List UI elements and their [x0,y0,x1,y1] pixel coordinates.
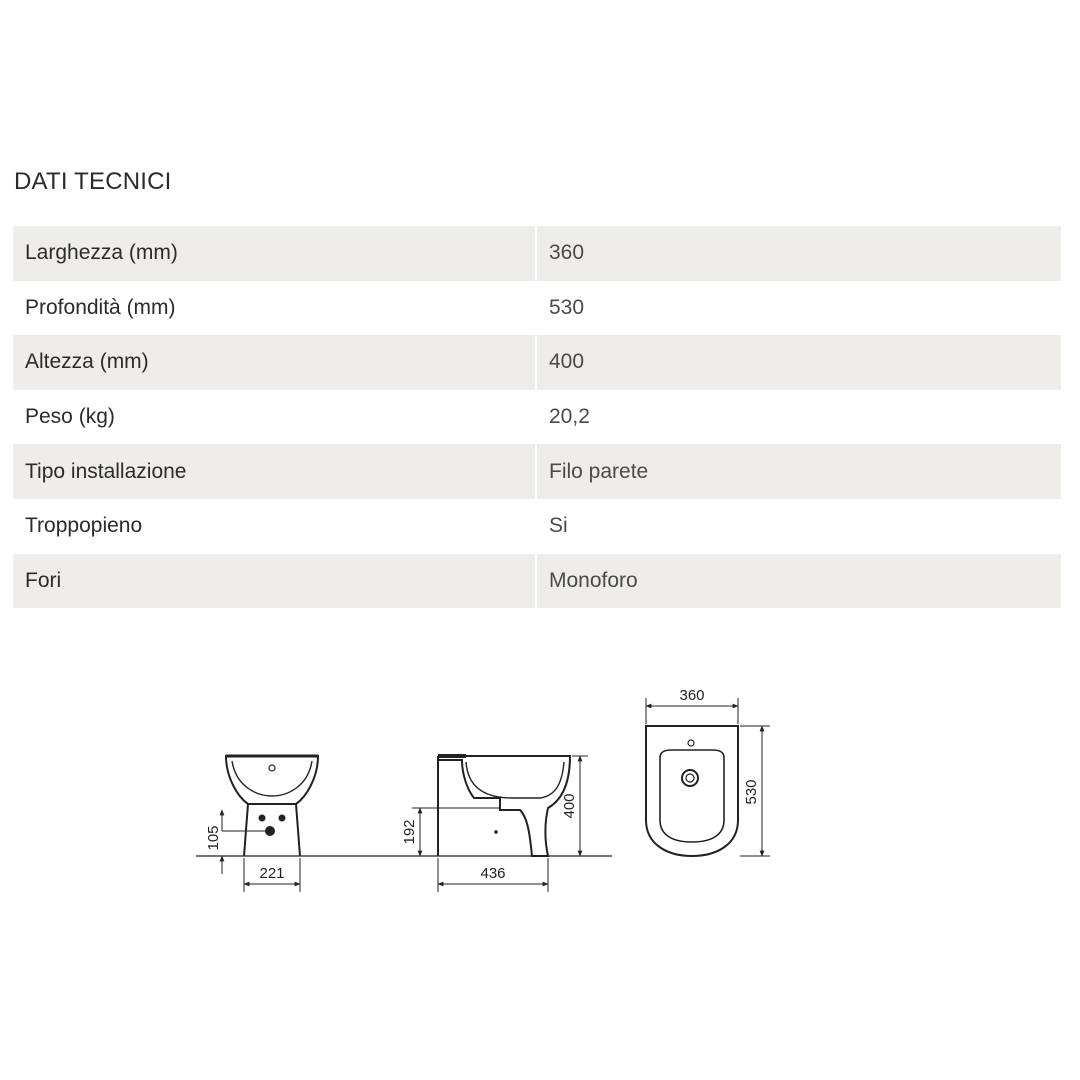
spec-value: 400 [536,335,1061,390]
front-height-label: 105 [205,825,222,851]
table-row [13,444,1061,499]
spec-label: Fori [13,554,536,609]
spec-label: Profondità (mm) [13,281,536,336]
spec-value: Filo parete [536,444,1061,499]
side-height-label: 192 [401,819,418,845]
spec-label: Larghezza (mm) [13,226,536,281]
side-drain-hole [494,830,498,834]
side-depth-label: 436 [480,865,506,882]
spec-label: Altezza (mm) [13,335,536,390]
side-view [438,756,570,856]
front-width-label: 221 [259,865,285,882]
table-row [13,390,1061,445]
technical-data-table [13,226,1061,608]
section-title: DATI TECNICI [14,168,172,195]
side-total-height-label: 400 [561,793,578,819]
spec-value: Monoforo [536,554,1061,609]
spec-value: 20,2 [536,390,1061,445]
spec-value: 530 [536,281,1061,336]
spec-value: 360 [536,226,1061,281]
spec-label: Troppopieno [13,499,536,554]
top-view [646,726,738,856]
top-depth-label: 530 [743,779,760,805]
front-view [226,756,318,856]
table-row [13,499,1061,554]
table-row [13,335,1061,390]
table-row [13,281,1061,336]
top-width-label: 360 [679,687,705,704]
front-view-holes [259,815,286,837]
spec-label: Tipo installazione [13,444,536,499]
table-row [13,226,1061,281]
table-row [13,554,1061,609]
spec-label: Peso (kg) [13,390,536,445]
technical-drawing [190,680,790,910]
spec-value: Si [536,499,1061,554]
